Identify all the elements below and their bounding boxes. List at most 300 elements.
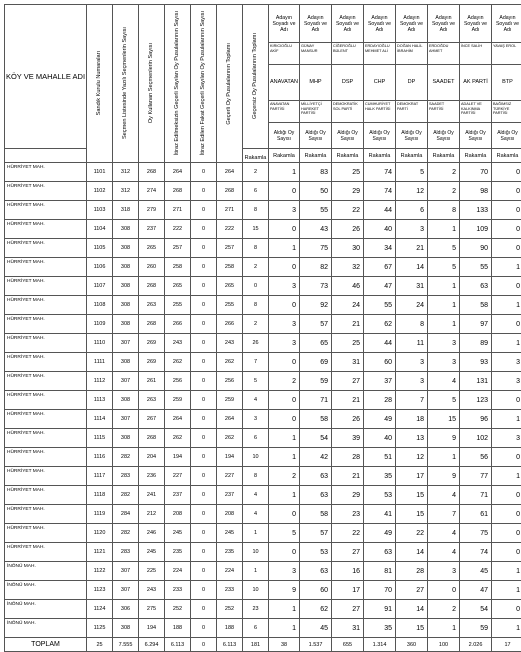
cell-valid-o: 0 (191, 296, 217, 315)
cell-candidate-votes: 39 (332, 429, 364, 448)
cell-candidate-votes: 47 (364, 277, 396, 296)
mahalle-name: HÜRRİYET MAH. (5, 315, 87, 334)
cell-candidate-votes: 44 (364, 201, 396, 220)
cell-candidate-votes: 25 (332, 163, 364, 182)
cell-candidate-votes: 13 (396, 429, 428, 448)
cell-candidate-votes: 27 (332, 372, 364, 391)
cell-box: 1125 (87, 619, 113, 638)
cell-candidate-votes: 27 (396, 581, 428, 600)
table-row (5, 315, 521, 334)
cand-name: DOĞAN HALİL İBRAHİM (396, 43, 428, 65)
cell-candidate-votes: 60 (300, 581, 332, 600)
table-row (5, 505, 521, 524)
cell-candidate-votes: 3 (396, 372, 428, 391)
cell-valid-t: 264 (217, 163, 243, 182)
cell-valid-o: 0 (191, 524, 217, 543)
cand-party: DEMOKRAT PARTİ (396, 101, 428, 123)
cell-valid-c: 265 (165, 277, 191, 296)
cand-party: ANAVATAN PARTİSİ (269, 101, 300, 123)
mahalle-name: HÜRRİYET MAH. (5, 372, 87, 391)
cell-candidate-votes: 58 (460, 296, 492, 315)
header-valid-objected-label: İtiraz Edilen Fakat Geçerli Sayılan Oy Pusulalarının Sayısı (200, 11, 207, 155)
cell-valid-c: 233 (165, 581, 191, 600)
totals-label: TOPLAM (5, 638, 87, 652)
cell-reg: 308 (113, 258, 139, 277)
cell-candidate-votes: 0 (269, 220, 300, 239)
cell-candidate-votes: 50 (300, 182, 332, 201)
cand-party-short: BTP (492, 65, 521, 101)
cell-candidate-votes: 28 (396, 562, 428, 581)
cell-valid-t: 257 (217, 239, 243, 258)
cell-candidate-votes: 91 (364, 600, 396, 619)
cell-candidate-votes: 1 (269, 486, 300, 505)
cell-valid-o: 0 (191, 429, 217, 448)
cell-valid-c: 245 (165, 524, 191, 543)
cell-candidate-votes: 54 (300, 429, 332, 448)
cell-valid-o: 0 (191, 581, 217, 600)
cand-party-short: ANAVATAN (269, 65, 300, 101)
header-village (5, 5, 87, 149)
cell-voted: 212 (139, 505, 165, 524)
cell-valid-o: 0 (191, 448, 217, 467)
cell-inv: 8 (243, 467, 269, 486)
cand-heading: Adayın Soyadı ve Adı (364, 5, 396, 43)
cell-candidate-votes: 5 (428, 391, 460, 410)
cell-candidate-votes: 5 (269, 524, 300, 543)
table-row (5, 353, 521, 372)
cell-candidate-votes: 74 (460, 543, 492, 562)
cell-valid-c: 262 (165, 429, 191, 448)
cell-candidate-votes: 17 (332, 581, 364, 600)
cell-candidate-votes: 22 (332, 201, 364, 220)
cell-candidate-votes: 0 (269, 182, 300, 201)
totals-cell: 25 (87, 638, 113, 652)
cell-candidate-votes: 2 (428, 600, 460, 619)
cell-valid-t: 255 (217, 296, 243, 315)
cell-valid-c: 264 (165, 410, 191, 429)
rakamla-label: Rakamla (269, 149, 300, 163)
table-row (5, 600, 521, 619)
cell-candidate-votes: 57 (300, 315, 332, 334)
cell-candidate-votes: 1 (269, 429, 300, 448)
cell-candidate-votes: 90 (460, 239, 492, 258)
cell-valid-c: 257 (165, 239, 191, 258)
mahalle-name: HÜRRİYET MAH. (5, 543, 87, 562)
cand-votes-heading: Aldığı Oy Sayısı (396, 123, 428, 149)
cell-candidate-votes: 4 (428, 524, 460, 543)
cell-valid-t: 264 (217, 410, 243, 429)
cell-box: 1118 (87, 486, 113, 505)
cell-candidate-votes: 15 (428, 410, 460, 429)
cell-reg: 282 (113, 524, 139, 543)
cell-candidate-votes: 1 (269, 163, 300, 182)
table-row (5, 296, 521, 315)
cell-valid-t: 262 (217, 353, 243, 372)
cell-candidate-votes: 49 (364, 524, 396, 543)
cell-valid-c: 243 (165, 334, 191, 353)
cell-valid-o: 0 (191, 220, 217, 239)
cand-heading: Adayın Soyadı ve Adı (396, 5, 428, 43)
cell-candidate-votes: 63 (300, 486, 332, 505)
cell-candidate-votes: 8 (428, 201, 460, 220)
cell-candidate-votes: 0 (492, 448, 521, 467)
cell-box: 1114 (87, 410, 113, 429)
cell-valid-c: 237 (165, 486, 191, 505)
header-invalid (243, 5, 269, 149)
cell-candidate-votes: 1 (428, 277, 460, 296)
results-table (4, 4, 521, 652)
mahalle-name: İNÖNÜ MAH. (5, 619, 87, 638)
rakamla-label: Rakamla (243, 149, 269, 163)
cell-candidate-votes: 29 (332, 486, 364, 505)
cell-candidate-votes: 57 (300, 524, 332, 543)
cell-candidate-votes: 59 (300, 372, 332, 391)
cell-candidate-votes: 4 (428, 372, 460, 391)
cell-candidate-votes: 27 (332, 543, 364, 562)
cell-inv: 1 (243, 562, 269, 581)
totals-cell: 360 (396, 638, 428, 652)
cell-candidate-votes: 0 (492, 182, 521, 201)
totals-cell: 655 (332, 638, 364, 652)
mahalle-name: HÜRRİYET MAH. (5, 277, 87, 296)
cell-candidate-votes: 3 (396, 353, 428, 372)
cell-reg: 282 (113, 448, 139, 467)
cell-inv: 8 (243, 296, 269, 315)
cell-candidate-votes: 0 (492, 543, 521, 562)
cell-box: 1101 (87, 163, 113, 182)
cand-heading: Adayın Soyadı ve Adı (428, 5, 460, 43)
cell-candidate-votes: 1 (492, 258, 521, 277)
cell-candidate-votes: 131 (460, 372, 492, 391)
cell-valid-o: 0 (191, 391, 217, 410)
cell-candidate-votes: 77 (460, 467, 492, 486)
cell-voted: 268 (139, 277, 165, 296)
cell-box: 1102 (87, 182, 113, 201)
cell-candidate-votes: 51 (364, 448, 396, 467)
cell-candidate-votes: 49 (364, 410, 396, 429)
mahalle-name: HÜRRİYET MAH. (5, 296, 87, 315)
cell-candidate-votes: 0 (492, 600, 521, 619)
cell-inv: 0 (243, 277, 269, 296)
cell-valid-c: 224 (165, 562, 191, 581)
cell-inv: 26 (243, 334, 269, 353)
cell-valid-o: 0 (191, 353, 217, 372)
cell-box: 1115 (87, 429, 113, 448)
cell-valid-o: 0 (191, 505, 217, 524)
cell-reg: 307 (113, 372, 139, 391)
cell-candidate-votes: 26 (332, 410, 364, 429)
cell-candidate-votes: 1 (428, 296, 460, 315)
cell-candidate-votes: 42 (300, 448, 332, 467)
cell-inv: 4 (243, 505, 269, 524)
cell-candidate-votes: 18 (396, 410, 428, 429)
cell-inv: 2 (243, 258, 269, 277)
cand-name: ERDAYIOĞLU MEHMET ALİ (364, 43, 396, 65)
cell-reg: 308 (113, 296, 139, 315)
cell-inv: 23 (243, 600, 269, 619)
cell-candidate-votes: 67 (364, 258, 396, 277)
cell-voted: 260 (139, 258, 165, 277)
header-valid-objected (191, 5, 217, 163)
rakamla-label: Rakamla (492, 149, 521, 163)
cell-candidate-votes: 40 (364, 429, 396, 448)
cell-voted: 263 (139, 391, 165, 410)
cell-candidate-votes: 83 (300, 163, 332, 182)
cell-voted: 241 (139, 486, 165, 505)
cell-candidate-votes: 70 (460, 163, 492, 182)
table-row (5, 201, 521, 220)
cell-candidate-votes: 2 (428, 163, 460, 182)
cell-candidate-votes: 53 (300, 543, 332, 562)
cell-valid-c: 258 (165, 258, 191, 277)
cell-reg: 283 (113, 543, 139, 562)
cell-candidate-votes: 123 (460, 391, 492, 410)
cell-candidate-votes: 58 (300, 410, 332, 429)
cell-candidate-votes: 82 (300, 258, 332, 277)
cell-inv: 15 (243, 220, 269, 239)
cell-valid-o: 0 (191, 486, 217, 505)
cell-reg: 308 (113, 277, 139, 296)
cell-box: 1109 (87, 315, 113, 334)
cell-voted: 245 (139, 543, 165, 562)
header-voted (139, 5, 165, 163)
cell-voted: 269 (139, 334, 165, 353)
header-valid-counted-label: İtiraz Edilmeksizin Geçerli Sayılan Oy Pusulalarının Sayısı (174, 11, 181, 155)
cell-valid-o: 0 (191, 182, 217, 201)
cell-candidate-votes: 1 (492, 296, 521, 315)
cell-voted: 263 (139, 296, 165, 315)
cell-voted: 246 (139, 524, 165, 543)
cand-heading: Adayın Soyadı ve Adı (269, 5, 300, 43)
cell-reg: 312 (113, 182, 139, 201)
header-invalid-label: Geçersiz Oy Pusulalarının Toplamı (252, 33, 259, 119)
cell-candidate-votes: 3 (269, 201, 300, 220)
cell-candidate-votes: 3 (269, 334, 300, 353)
mahalle-name: HÜRRİYET MAH. (5, 258, 87, 277)
cell-valid-t: 222 (217, 220, 243, 239)
cell-candidate-votes: 93 (460, 353, 492, 372)
cell-candidate-votes: 24 (396, 296, 428, 315)
cell-candidate-votes: 21 (332, 467, 364, 486)
header-valid-total-label: Geçerli Oy Pusulalarının Toplamı (226, 43, 233, 125)
cell-inv: 4 (243, 486, 269, 505)
cell-candidate-votes: 0 (492, 524, 521, 543)
table-row (5, 239, 521, 258)
cand-heading: Adayın Soyadı ve Adı (332, 5, 364, 43)
cell-candidate-votes: 47 (460, 581, 492, 600)
totals-cell: 2.026 (460, 638, 492, 652)
cell-box: 1119 (87, 505, 113, 524)
totals-cell: 1.537 (300, 638, 332, 652)
cell-candidate-votes: 9 (428, 429, 460, 448)
cand-votes-heading: Aldığı Oy Sayısı (300, 123, 332, 149)
table-row (5, 429, 521, 448)
cell-inv: 1 (243, 524, 269, 543)
cand-party-short: CHP (364, 65, 396, 101)
cell-candidate-votes: 24 (332, 296, 364, 315)
cell-candidate-votes: 0 (492, 505, 521, 524)
totals-cell: 6.113 (165, 638, 191, 652)
cell-candidate-votes: 73 (300, 277, 332, 296)
totals-cell: 17 (492, 638, 521, 652)
cell-candidate-votes: 31 (332, 619, 364, 638)
cell-voted: 237 (139, 220, 165, 239)
cell-voted: 275 (139, 600, 165, 619)
mahalle-name: HÜRRİYET MAH. (5, 410, 87, 429)
mahalle-name: HÜRRİYET MAH. (5, 505, 87, 524)
cell-candidate-votes: 75 (300, 239, 332, 258)
cell-candidate-votes: 1 (269, 600, 300, 619)
cand-votes-heading: Aldığı Oy Sayısı (332, 123, 364, 149)
cell-candidate-votes: 35 (364, 467, 396, 486)
cell-candidate-votes: 0 (492, 277, 521, 296)
cell-reg: 308 (113, 353, 139, 372)
mahalle-name: İNÖNÜ MAH. (5, 600, 87, 619)
cand-name: YAVAŞ EROL (492, 43, 521, 65)
cell-candidate-votes: 0 (269, 505, 300, 524)
table-row (5, 220, 521, 239)
cell-box: 1124 (87, 600, 113, 619)
table-row (5, 258, 521, 277)
cell-candidate-votes: 3 (269, 277, 300, 296)
cand-name: GÜNAY MANSUR (300, 43, 332, 65)
cell-reg: 307 (113, 562, 139, 581)
cell-voted: 268 (139, 163, 165, 182)
cell-valid-o: 0 (191, 315, 217, 334)
cell-candidate-votes: 55 (460, 258, 492, 277)
cell-valid-o: 0 (191, 163, 217, 182)
cell-candidate-votes: 89 (460, 334, 492, 353)
header-registered (113, 5, 139, 163)
cell-valid-c: 271 (165, 201, 191, 220)
table-row (5, 182, 521, 201)
cand-name: İNCE SALİH (460, 43, 492, 65)
cell-reg: 312 (113, 163, 139, 182)
cand-votes-heading: Aldığı Oy Sayısı (460, 123, 492, 149)
mahalle-name: HÜRRİYET MAH. (5, 429, 87, 448)
mahalle-name: HÜRRİYET MAH. (5, 201, 87, 220)
cell-candidate-votes: 75 (460, 524, 492, 543)
cell-valid-o: 0 (191, 372, 217, 391)
cell-candidate-votes: 5 (428, 239, 460, 258)
cell-candidate-votes: 2 (269, 467, 300, 486)
cand-party: SAADET PARTİSİ (428, 101, 460, 123)
cell-candidate-votes: 96 (460, 410, 492, 429)
cell-candidate-votes: 12 (396, 182, 428, 201)
cell-candidate-votes: 3 (492, 372, 521, 391)
cell-candidate-votes: 71 (460, 486, 492, 505)
table-row (5, 486, 521, 505)
cand-party-short: MHP (300, 65, 332, 101)
cell-box: 1113 (87, 391, 113, 410)
cell-valid-c: 222 (165, 220, 191, 239)
cell-valid-o: 0 (191, 410, 217, 429)
cell-voted: 236 (139, 467, 165, 486)
totals-cell: 7.555 (113, 638, 139, 652)
cell-valid-t: 271 (217, 201, 243, 220)
cell-inv: 10 (243, 581, 269, 600)
cell-valid-c: 264 (165, 163, 191, 182)
cell-candidate-votes: 53 (364, 486, 396, 505)
cand-party-short: DP (396, 65, 428, 101)
cell-candidate-votes: 63 (300, 467, 332, 486)
cell-voted: 243 (139, 581, 165, 600)
cell-valid-c: 256 (165, 372, 191, 391)
cell-candidate-votes: 25 (332, 334, 364, 353)
cand-heading: Adayın Soyadı ve Adı (492, 5, 521, 43)
cand-party: CUMHURİYET HALK PARTİSİ (364, 101, 396, 123)
cell-inv: 4 (243, 391, 269, 410)
cell-candidate-votes: 60 (364, 353, 396, 372)
cell-candidate-votes: 63 (364, 543, 396, 562)
mahalle-name: HÜRRİYET MAH. (5, 524, 87, 543)
cell-reg: 307 (113, 334, 139, 353)
header-registered-label: Seçmen Listesinde Yazılı Seçmenlerin Sayısı (122, 27, 129, 139)
cand-votes-heading: Aldığı Oy Sayısı (492, 123, 521, 149)
cell-candidate-votes: 74 (364, 182, 396, 201)
cell-candidate-votes: 3 (269, 315, 300, 334)
cell-inv: 6 (243, 182, 269, 201)
table-row (5, 448, 521, 467)
cell-valid-t: 194 (217, 448, 243, 467)
cell-candidate-votes: 1 (428, 315, 460, 334)
mahalle-name: HÜRRİYET MAH. (5, 486, 87, 505)
cell-candidate-votes: 4 (428, 543, 460, 562)
cell-valid-t: 224 (217, 562, 243, 581)
cell-candidate-votes: 3 (396, 220, 428, 239)
mahalle-name: HÜRRİYET MAH. (5, 467, 87, 486)
cell-candidate-votes: 4 (428, 486, 460, 505)
cell-candidate-votes: 17 (396, 467, 428, 486)
header-valid-total (217, 5, 243, 163)
table-row (5, 524, 521, 543)
cell-valid-c: 259 (165, 391, 191, 410)
cell-candidate-votes: 40 (364, 220, 396, 239)
cell-valid-c: 252 (165, 600, 191, 619)
cell-box: 1112 (87, 372, 113, 391)
cell-candidate-votes: 8 (396, 315, 428, 334)
cell-candidate-votes: 7 (396, 391, 428, 410)
cell-candidate-votes: 11 (396, 334, 428, 353)
cell-candidate-votes: 28 (332, 448, 364, 467)
cell-candidate-votes: 0 (492, 239, 521, 258)
results-body (5, 163, 521, 638)
cell-reg: 318 (113, 201, 139, 220)
cell-valid-t: 233 (217, 581, 243, 600)
cell-box: 1104 (87, 220, 113, 239)
cell-candidate-votes: 81 (364, 562, 396, 581)
cand-party: MİLLİYETÇİ HAREKET PARTİSİ (300, 101, 332, 123)
cell-valid-o: 0 (191, 600, 217, 619)
cell-valid-c: 194 (165, 448, 191, 467)
cell-voted: 265 (139, 239, 165, 258)
cell-valid-t: 265 (217, 277, 243, 296)
rakamla-label: Rakamla (396, 149, 428, 163)
mahalle-name: HÜRRİYET MAH. (5, 182, 87, 201)
cell-reg: 308 (113, 619, 139, 638)
cell-voted: 261 (139, 372, 165, 391)
cell-valid-t: 268 (217, 182, 243, 201)
cell-voted: 268 (139, 429, 165, 448)
cand-votes-heading: Aldığı Oy Sayısı (269, 123, 300, 149)
cand-heading: Adayın Soyadı ve Adı (460, 5, 492, 43)
cell-valid-t: 188 (217, 619, 243, 638)
table-row (5, 543, 521, 562)
cell-candidate-votes: 5 (396, 163, 428, 182)
cell-candidate-votes: 56 (460, 448, 492, 467)
cell-candidate-votes: 102 (460, 429, 492, 448)
cell-candidate-votes: 21 (332, 391, 364, 410)
